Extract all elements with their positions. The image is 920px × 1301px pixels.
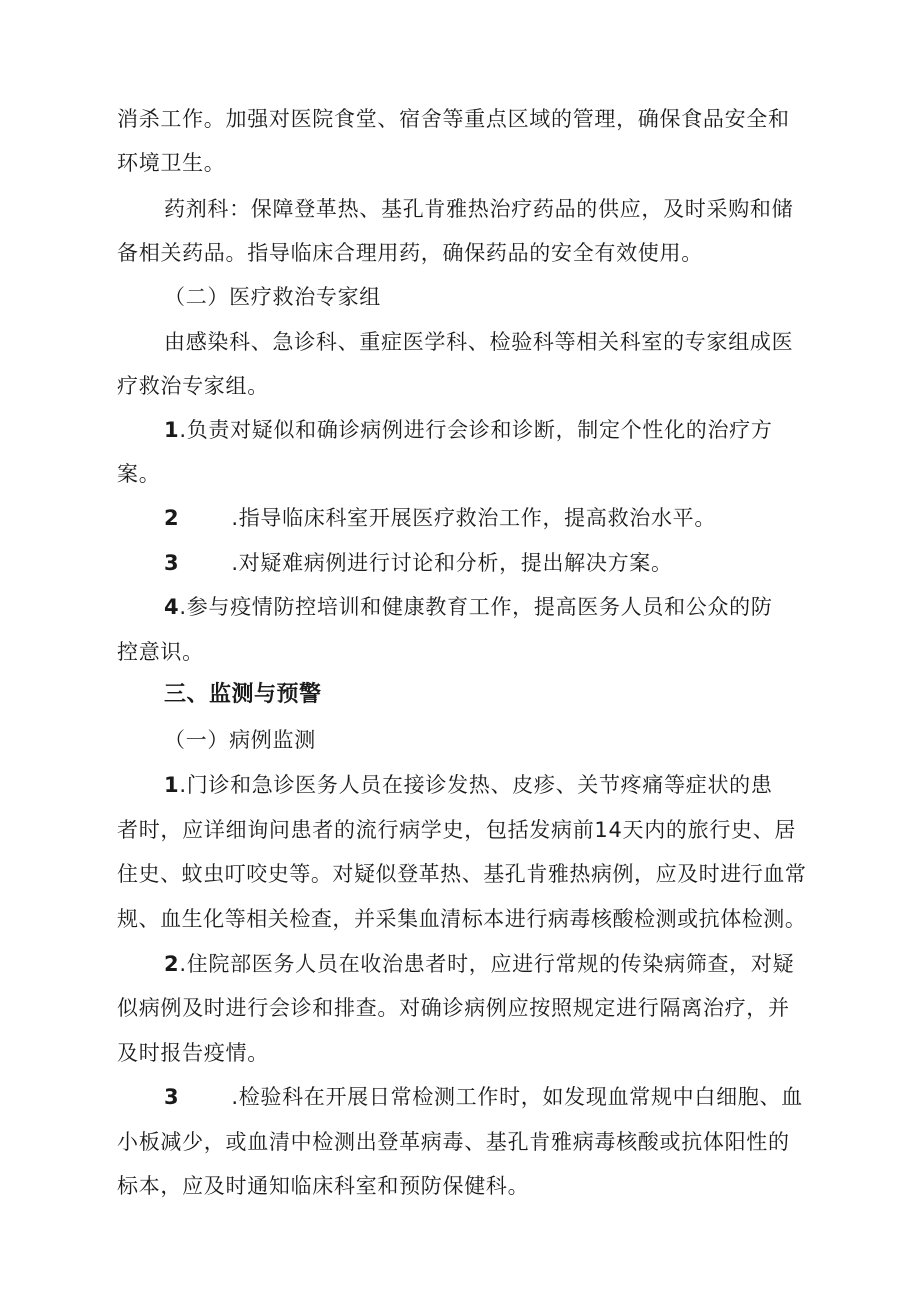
list-text: .指导临床科室开展医疗救治工作，提高救治水平。 [231,506,717,530]
list-text: .检验科在开展日常检测工作时，如发现血常规中白细胞、血 [231,1085,803,1109]
list-item-line: 似病例及时进行会诊和排查。对确诊病例应按照规定进行隔离治疗，并 [117,996,790,1020]
list-number: 3 [164,551,180,575]
list-item-line: 者时，应详细询问患者的流行病学史，包括发病前14天内的旅行史、居 [117,818,797,842]
list-text: .门诊和急诊医务人员在接诊发热、皮疹、关节疼痛等症状的患 [179,773,773,797]
list-number: 4 [164,595,180,619]
list-item-line: 住史、蚊虫叮咬史等。对疑似登革热、基孔肯雅热病例，应及时进行血常 [117,862,807,886]
list-item-line [164,415,773,445]
subheading-expert-group: （二）医疗救治专家组 [164,285,381,309]
list-item-line [164,949,794,979]
list-item-line [164,770,773,800]
list-item-line: 及时报告疫情。 [117,1041,269,1065]
list-item-line: 标本，应及时通知临床科室和预防保健科。 [117,1174,530,1198]
list-number: 3 [164,1085,180,1109]
list-item-line: 小板减少，或血清中检测出登革病毒、基孔肯雅病毒核酸或抗体阳性的 [117,1130,790,1154]
paragraph-line: 由感染科、急诊科、重症医学科、检验科等相关科室的专家组成医 [164,330,794,354]
list-item-line [164,1082,803,1112]
paragraph-line: 环境卫生。 [117,151,226,175]
list-text: .住院部医务人员在收治患者时，应进行常规的传染病筛查，对疑 [179,952,795,976]
list-number: 2 [164,952,180,976]
paragraph-line: 消杀工作。加强对医院食堂、宿舍等重点区域的管理，确保食品安全和 [117,107,790,131]
list-text: .负责对疑似和确诊病例进行会诊和诊断，制定个性化的治疗方 [179,418,773,442]
list-text: .参与疫情防控培训和健康教育工作，提高医务人员和公众的防 [179,595,773,619]
list-item-line: 案。 [117,462,161,486]
list-item-line: 规、血生化等相关检查，并采集血清标本进行病毒核酸检测或抗体检测。 [117,907,807,931]
paragraph-line: 药剂科：保障登革热、基孔肯雅热治疗药品的供应，及时采购和储 [164,197,794,221]
list-item-line [164,503,716,533]
list-item-line: 控意识。 [117,640,204,664]
list-item-line [164,592,773,622]
paragraph-line: 备相关药品。指导临床合理用药，确保药品的安全有效使用。 [117,241,703,265]
list-number: 2 [164,506,180,530]
paragraph-line: 疗救治专家组。 [117,374,269,398]
list-text: .对疑难病例进行讨论和分析，提出解决方案。 [231,551,673,575]
subheading-case-monitoring: （一）病例监测 [164,728,316,752]
list-item-line [164,548,673,578]
section-heading: 三、监测与预警 [164,682,322,707]
list-number: 1 [164,773,180,797]
list-number: 1 [164,418,180,442]
